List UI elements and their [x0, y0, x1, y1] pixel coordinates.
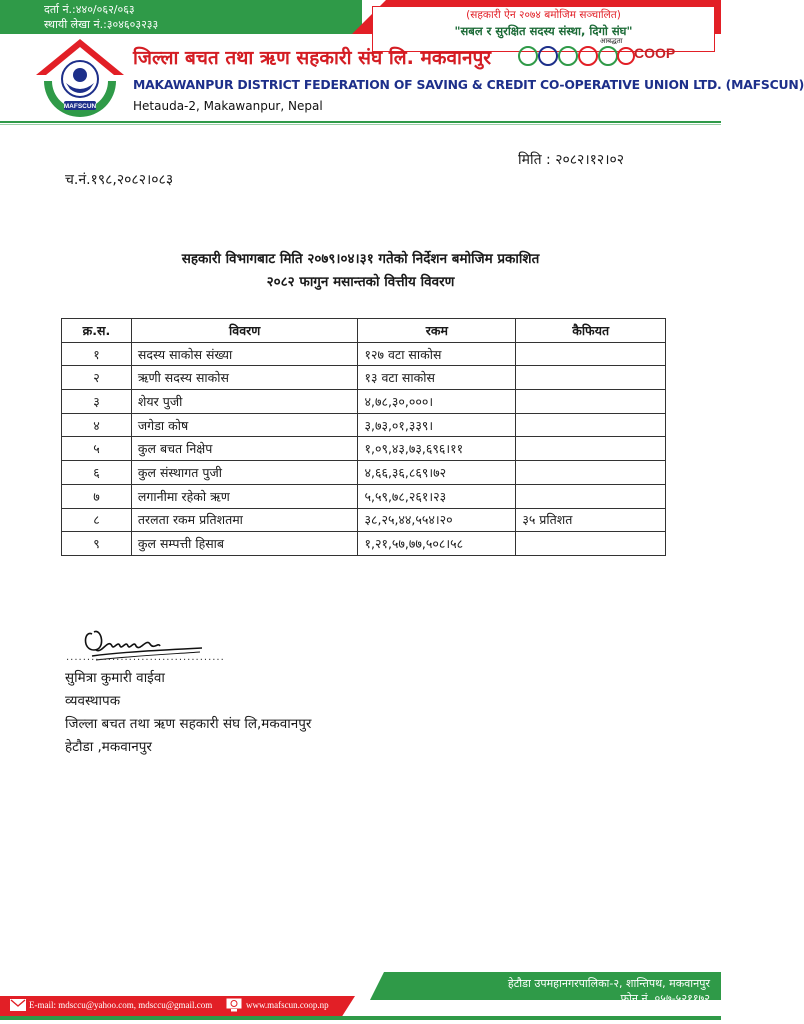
website-icon [226, 998, 242, 1012]
footer-phone: फोन नं. ०५७-५२११७२ [620, 992, 710, 1005]
cell-description: कुल बचत निक्षेप [131, 437, 358, 461]
table-row [62, 366, 666, 390]
cell-amount: १,२१,५७,७७,५०८।५८ [358, 532, 516, 556]
cell-remarks [516, 413, 666, 437]
cell-remarks [516, 532, 666, 556]
motto: "सबल र सुरक्षित सदस्य संस्था, दिगो संघ" [454, 24, 633, 38]
reference-number: च.नं.१९८,२०८२।०८३ [65, 172, 174, 188]
table-row [62, 461, 666, 485]
table-header-row [62, 319, 666, 343]
cell-remarks [516, 461, 666, 485]
table-row [62, 508, 666, 532]
signature-line: ...................................... [66, 652, 225, 663]
footer-email[interactable]: E-mail: mdsccu@yahoo.com, mdsccu@gmail.com [29, 1000, 213, 1010]
cell-amount: ५,५९,७८,२६१।२३ [358, 484, 516, 508]
table-row [62, 484, 666, 508]
pan-number: स्थायी लेखा नं.:३०४६०३२३३ [44, 18, 159, 31]
registration-number: दर्ता नं.:४४०/०६२/०६३ [44, 3, 135, 16]
table-row [62, 437, 666, 461]
footer-address: हेटौडा उपमहानगरपालिका-२, शान्तिपथ, मकवानपुर [507, 977, 710, 990]
table-row [62, 342, 666, 366]
signatory-organization: जिल्ला बचत तथा ऋण सहकारी संघ लि,मकवानपुर [65, 716, 312, 732]
cell-sn: २ [62, 366, 132, 390]
column-header-sn: क्र.स. [62, 319, 132, 343]
cell-description: लगानीमा रहेको ऋण [131, 484, 358, 508]
logo-caption: MAFSCUN [63, 103, 97, 110]
table-row [62, 413, 666, 437]
cell-remarks [516, 366, 666, 390]
affiliation-caption: आबद्धता [600, 37, 623, 45]
mail-icon [10, 999, 26, 1011]
cell-amount: ३८,२५,४४,५५४।२० [358, 508, 516, 532]
cell-description: जगेडा कोष [131, 413, 358, 437]
cell-amount: १२७ वटा साकोस [358, 342, 516, 366]
cell-amount: ३,७३,०१,३३९। [358, 413, 516, 437]
footer-website[interactable]: www.mafscun.coop.np [246, 1000, 329, 1010]
cell-amount: १३ वटा साकोस [358, 366, 516, 390]
footer-bottom-bar [0, 1016, 721, 1020]
cell-amount: १,०९,४३,७३,६९६।११ [358, 437, 516, 461]
cell-sn: ४ [62, 413, 132, 437]
header-divider-thin [0, 124, 721, 125]
column-header-remarks: कैफियत [516, 319, 666, 343]
cell-description: सदस्य साकोस संख्या [131, 342, 358, 366]
cell-description: तरलता रकम प्रतिशतमा [131, 508, 358, 532]
organization-name-nepali: जिल्ला बचत तथा ऋण सहकारी संघ लि. मकवानपुर [133, 47, 492, 69]
cell-remarks [516, 437, 666, 461]
header-divider [0, 121, 721, 123]
cell-description: कुल सम्पत्ती हिसाब [131, 532, 358, 556]
cell-sn: ३ [62, 390, 132, 414]
document-title-line-1: सहकारी विभागबाट मिति २०७९।०४।३१ गतेको निर्देशन बमोजिम प्रकाशित [181, 251, 540, 267]
column-header-amount: रकम [358, 319, 516, 343]
signatory-position: व्यवस्थापक [65, 693, 121, 709]
financial-statement-table [61, 318, 666, 556]
mafscun-logo-icon [30, 37, 130, 119]
signatory-location: हेटौडा ,मकवानपुर [65, 739, 152, 755]
cell-sn: ९ [62, 532, 132, 556]
cell-remarks [516, 342, 666, 366]
cell-remarks [516, 390, 666, 414]
organization-address: Hetauda-2, Makawanpur, Nepal [133, 99, 323, 113]
cell-description: शेयर पुजी [131, 390, 358, 414]
document-title-line-2: २०८२ फागुन मसान्तको वित्तीय विवरण [266, 274, 455, 290]
cell-sn: ५ [62, 437, 132, 461]
cell-sn: ६ [62, 461, 132, 485]
column-header-description: विवरण [131, 319, 358, 343]
cell-amount: ४,६६,३६,८६९।७२ [358, 461, 516, 485]
cell-sn: ८ [62, 508, 132, 532]
signatory-name: सुमित्रा कुमारी वाईवा [65, 670, 165, 686]
act-statement: (सहकारी ऐन २०७४ बमोजिम सञ्चालित) [466, 9, 621, 21]
table-row [62, 532, 666, 556]
letter-date: मिति : २०८२।१२।०२ [518, 152, 625, 168]
organization-name-english: MAKAWANPUR DISTRICT FEDERATION OF SAVING & CREDIT CO-OPERATIVE UNION LTD. (MAFSCUN) [133, 77, 804, 92]
cell-remarks: ३५ प्रतिशत [516, 508, 666, 532]
cell-remarks [516, 484, 666, 508]
cell-description: कुल संस्थागत पुजी [131, 461, 358, 485]
cell-description: ऋणी सदस्य साकोस [131, 366, 358, 390]
cell-sn: ७ [62, 484, 132, 508]
coop-logo: COOP [634, 45, 676, 61]
table-row [62, 390, 666, 414]
cell-sn: १ [62, 342, 132, 366]
cell-amount: ४,७८,३०,०००। [358, 390, 516, 414]
